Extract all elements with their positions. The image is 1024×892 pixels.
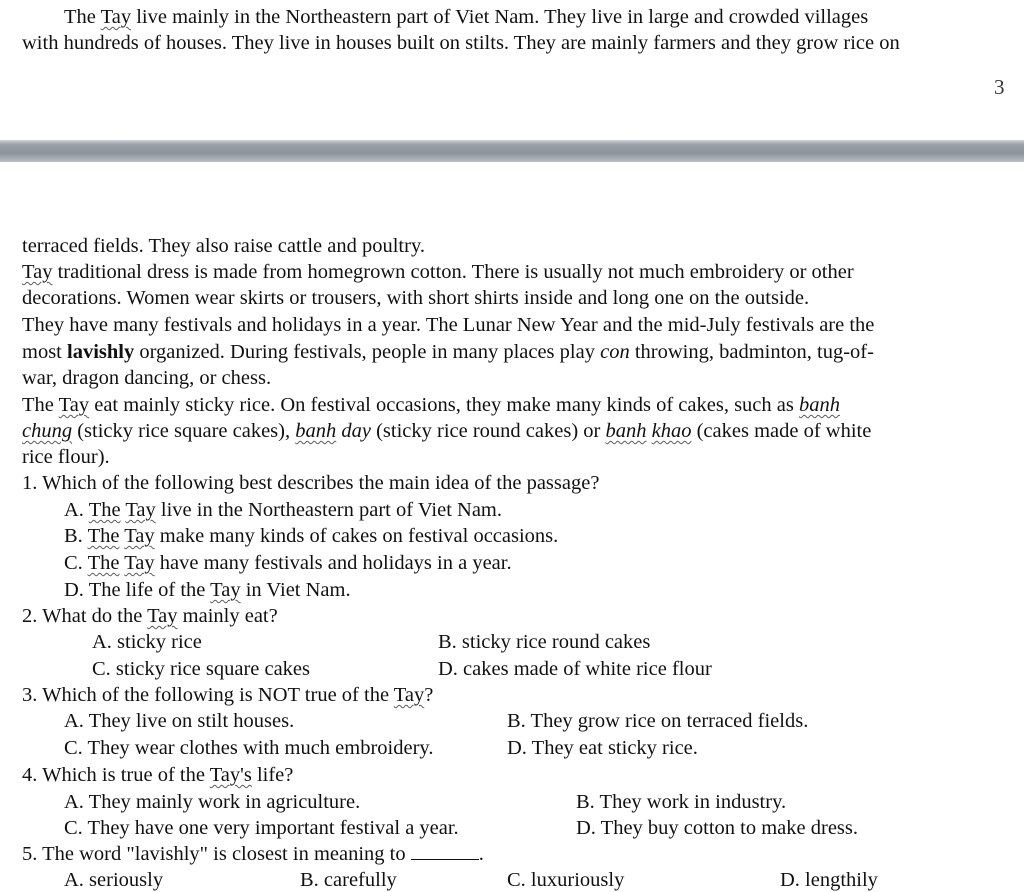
passage-line-8: [22, 418, 871, 444]
question-1-option-b: [64, 523, 558, 549]
text-span: make many kinds of cakes on festival occasions.: [154, 525, 559, 547]
text-span: live in the Northeastern part of Viet Nam.: [155, 499, 502, 521]
question-1-option-a: [64, 497, 502, 523]
question-5-option-b: B. carefully: [300, 869, 397, 891]
question-1-option-c: [64, 550, 512, 576]
question-2-option-b: B. sticky rice round cakes: [438, 631, 651, 653]
spellcheck-word: khao: [651, 420, 692, 442]
question-5-option-d: D. lengthily: [780, 869, 878, 891]
bold-word: lavishly: [67, 341, 135, 363]
passage-line-9: rice flour).: [22, 446, 110, 468]
text-span: have many festivals and holidays in a year.: [154, 552, 512, 574]
page-break-separator: [0, 140, 1024, 162]
option-letter: C.: [64, 552, 88, 574]
text-span: 4. Which is true of the: [22, 764, 210, 786]
text-span: .: [478, 843, 484, 865]
question-4-option-a: A. They mainly work in agriculture.: [64, 791, 361, 813]
question-4-stem: [22, 762, 293, 788]
text-span: most: [22, 341, 67, 363]
spellcheck-word: Tay: [210, 579, 241, 601]
passage-line-4: They have many festivals and holidays in a year. The Lunar New Year and the mid-July festivals are the: [22, 314, 875, 336]
spellcheck-word: banh: [295, 420, 337, 442]
spellcheck-word: banh: [605, 420, 647, 442]
passage-line-2: [22, 259, 854, 285]
question-5-option-a: A. seriously: [64, 869, 164, 891]
spellcheck-word: The: [88, 499, 121, 521]
spellcheck-word: Tay: [58, 394, 90, 416]
question-2-option-a: A. sticky rice: [92, 631, 202, 653]
text-span: throwing, badminton, tug-of-: [629, 341, 874, 363]
spellcheck-word: Tay: [124, 525, 155, 547]
option-letter: A.: [64, 499, 89, 521]
text-span: life?: [251, 764, 294, 786]
text-span: (cakes made of white: [691, 420, 872, 442]
option-letter: D.: [64, 579, 89, 601]
question-5-option-c: C. luxuriously: [507, 869, 625, 891]
text-span: 2. What do the: [22, 605, 148, 627]
passage-line-1: terraced fields. They also raise cattle and poultry.: [22, 235, 426, 257]
text-span: (sticky rice round cakes) or: [370, 420, 606, 442]
passage-line-5: [22, 339, 874, 365]
text-span: The: [22, 394, 59, 416]
text-span: 5. The word "lavishly" is closest in meaning to: [22, 843, 411, 865]
text-span: mainly eat?: [177, 605, 278, 627]
text-span: traditional dress is made from homegrown cotton. There is usually not much embroidery or other: [52, 261, 854, 283]
page-number: 3: [994, 75, 1005, 99]
text-span: ?: [424, 684, 434, 706]
question-4-option-b: B. They work in industry.: [576, 791, 787, 813]
question-2-option-d: D. cakes made of white rice flour: [438, 658, 712, 680]
passage-line-6: war, dragon dancing, or chess.: [22, 367, 272, 389]
text-span: 3. Which of the following is NOT true of the: [22, 684, 394, 706]
spellcheck-word: Tay: [147, 605, 178, 627]
question-3-option-a: A. They live on stilt houses.: [64, 710, 295, 732]
spellcheck-word: Tay: [393, 684, 425, 706]
text-span: The: [64, 6, 101, 28]
italic-word: con: [600, 341, 630, 363]
question-5-stem: [22, 841, 484, 867]
page1-line-1: [64, 4, 868, 30]
text-span: eat mainly sticky rice. On festival occasions, they make many kinds of cakes, such as: [89, 394, 799, 416]
page1-line-2: with hundreds of houses. They live in houses built on stilts. They are mainly farmers and they grow rice on: [22, 32, 900, 54]
option-letter: B.: [64, 525, 88, 547]
passage-line-3: decorations. Women wear skirts or trousers, with short shirts inside and long one on the outside.: [22, 287, 810, 309]
spellcheck-word: chung: [22, 420, 73, 442]
question-1-stem: 1. Which of the following best describes the main idea of the passage?: [22, 472, 600, 494]
answer-blank: [411, 841, 479, 860]
text-span: (sticky rice square cakes),: [72, 420, 296, 442]
italic-word: day: [336, 420, 371, 442]
question-2-option-c: C. sticky rice square cakes: [92, 658, 311, 680]
question-4-option-c: C. They have one very important festival a year.: [64, 817, 459, 839]
text-span: live mainly in the Northeastern part of Viet Nam. They live in large and crowded villages: [131, 6, 869, 28]
question-2-stem: [22, 603, 278, 629]
spellcheck-word: The: [87, 552, 120, 574]
text-span: The life of the: [88, 579, 211, 601]
question-3-option-b: B. They grow rice on terraced fields.: [507, 710, 809, 732]
question-1-option-d: [64, 577, 351, 603]
question-3-stem: [22, 682, 433, 708]
question-3-option-c: C. They wear clothes with much embroidery.: [64, 737, 434, 759]
passage-line-7: [22, 392, 840, 418]
spellcheck-word: Tay: [22, 261, 53, 283]
question-3-option-d: D. They eat sticky rice.: [507, 737, 698, 759]
text-span: in Viet Nam.: [240, 579, 351, 601]
spellcheck-word: Tay's: [209, 764, 252, 786]
spellcheck-word: banh: [799, 394, 840, 416]
spellcheck-word: The: [87, 525, 120, 547]
spellcheck-word: Tay: [100, 6, 132, 28]
text-span: organized. During festivals, people in many places play: [134, 341, 601, 363]
spellcheck-word: Tay: [125, 499, 156, 521]
question-4-option-d: D. They buy cotton to make dress.: [576, 817, 859, 839]
spellcheck-word: Tay: [124, 552, 155, 574]
